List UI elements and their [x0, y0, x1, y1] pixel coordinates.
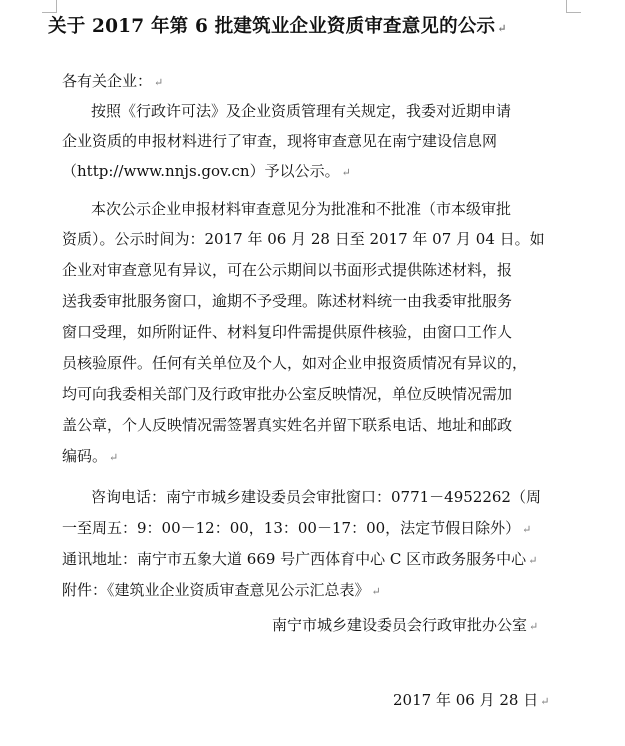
document-title: [48, 12, 588, 38]
signature-org: 南宁市城乡建设委员会行政审批办公室 ↵: [272, 616, 539, 634]
paragraph-mark-icon: ↵: [341, 166, 351, 179]
signature-date: 2017 年 06 月 28 日 ↵: [393, 691, 550, 709]
paragraph-mark-icon: ↵: [154, 76, 164, 89]
paragraph-mark-icon: ↵: [528, 554, 538, 567]
title-text: 关于 2017 年第 6 批建筑业企业资质审查意见的公示: [48, 16, 496, 37]
attachment-line: 附件：《建筑业企业资质审查意见公示汇总表》 ↵: [62, 581, 381, 599]
address-line: 通讯地址：南宁市五象大道 669 号广西体育中心 C 区市政务服务中心 ↵: [62, 550, 538, 568]
paragraph-line: 编码。 ↵: [62, 447, 119, 465]
paragraph-line: 员核验原件。任何有关单位及个人，如对企业申报资质情况有异议的，: [62, 354, 528, 372]
paragraph-line: 按照《行政许可法》及企业资质管理有关规定，我委对近期申请: [91, 102, 512, 120]
paragraph-line: 本次公示企业申报材料审查意见分为批准和不批准（市本级审批: [91, 200, 512, 218]
paragraph-line: 窗口受理，如所附证件、材料复印件需提供原件核验，由窗口工作人: [62, 323, 513, 341]
paragraph-mark-icon: ↵: [497, 22, 507, 35]
salutation: 各有关企业： ↵: [62, 72, 164, 90]
paragraph-line: 均可向我委相关部门及行政审批办公室反映情况，单位反映情况需加: [62, 385, 513, 403]
paragraph-line: 送我委审批服务窗口，逾期不予受理。陈述材料统一由我委审批服务: [62, 292, 513, 310]
paragraph-line: 企业对审查意见有异议，可在公示期间以书面形式提供陈述材料，报: [62, 261, 513, 279]
paragraph-mark-icon: ↵: [529, 620, 539, 633]
paragraph-line: 盖公章，个人反映情况需签署真实姓名并留下联系电话、地址和邮政: [62, 416, 513, 434]
paragraph-line: 资质）。公示时间为：2017 年 06 月 28 日至 2017 年 07 月 04 日。如: [62, 230, 545, 248]
paragraph-line: （http://www.nnjs.gov.cn）予以公示。 ↵: [62, 162, 351, 180]
paragraph-line: 企业资质的申报材料进行了审查，现将审查意见在南宁建设信息网: [62, 132, 498, 150]
paragraph-mark-icon: ↵: [109, 451, 119, 464]
paragraph-mark-icon: ↵: [522, 523, 532, 536]
contact-line: 一至周五：9：00－12：00，13：00－17：00，法定节假日除外） ↵: [62, 519, 532, 537]
paragraph-mark-icon: ↵: [371, 585, 381, 598]
contact-line: 咨询电话：南宁市城乡建设委员会审批窗口：0771－4952262（周: [91, 488, 541, 506]
paragraph-mark-icon: ↵: [540, 695, 550, 708]
